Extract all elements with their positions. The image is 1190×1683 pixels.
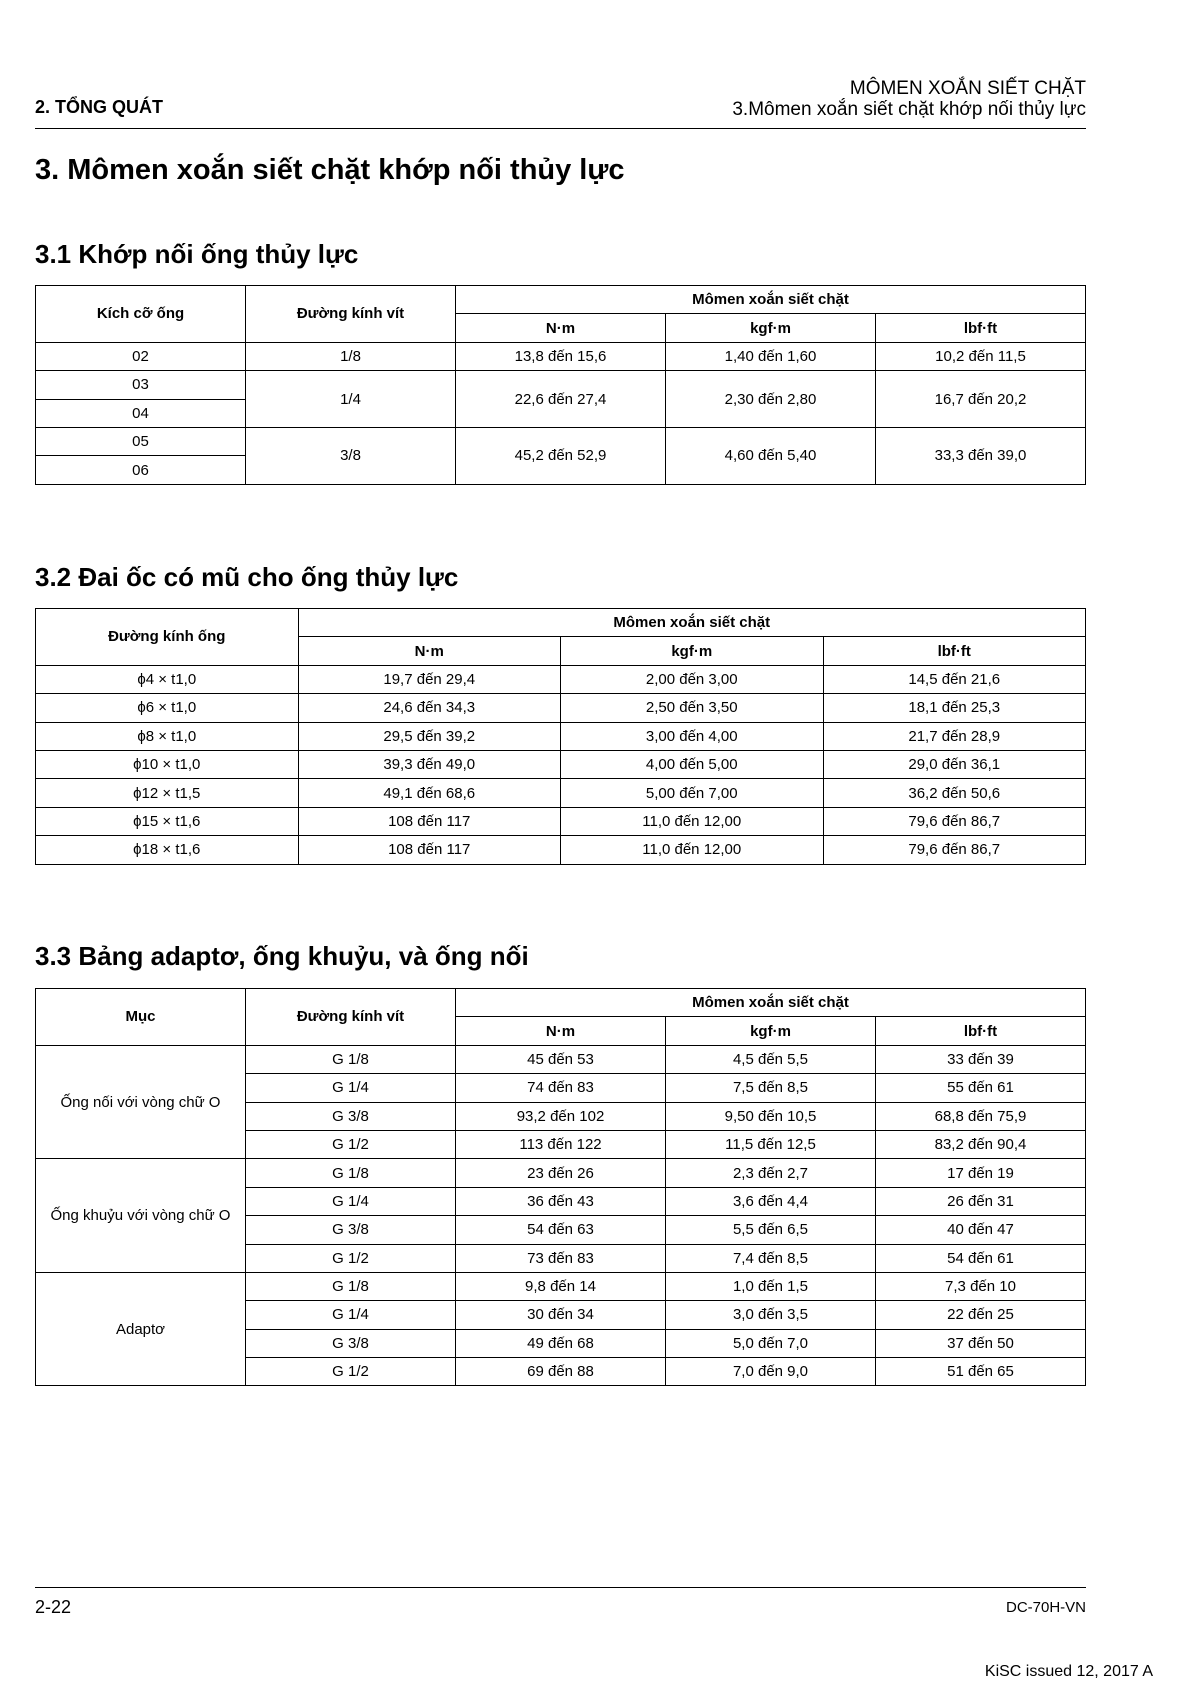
table-row xyxy=(36,722,1086,750)
cell-torque-kgfm: 5,0 đến 7,0 xyxy=(666,1329,876,1357)
cell-pipe-diameter: ϕ8 × t1,0 xyxy=(36,722,299,750)
torque-table-cap-nuts xyxy=(35,608,1086,865)
cell-torque-lbfft: 40 đến 47 xyxy=(876,1216,1086,1244)
col-header-unit-nm: N·m xyxy=(298,637,561,665)
cell-torque-nm: 49 đến 68 xyxy=(456,1329,666,1357)
cell-torque-lbfft: 14,5 đến 21,6 xyxy=(823,665,1086,693)
cell-torque-lbfft: 33,3 đến 39,0 xyxy=(876,427,1086,484)
cell-thread-diameter: G 1/4 xyxy=(246,1074,456,1102)
torque-table-hydraulic-fittings xyxy=(35,285,1086,485)
col-header-thread-diameter: Đường kính vít xyxy=(246,989,456,1046)
cell-torque-nm: 74 đến 83 xyxy=(456,1074,666,1102)
running-header xyxy=(732,78,1086,120)
cell-torque-lbfft: 17 đến 19 xyxy=(876,1159,1086,1187)
cell-torque-kgfm: 2,3 đến 2,7 xyxy=(666,1159,876,1187)
cell-torque-kgfm: 2,30 đến 2,80 xyxy=(666,371,876,428)
cell-pipe-diameter: ϕ6 × t1,0 xyxy=(36,694,299,722)
cell-torque-kgfm: 11,0 đến 12,00 xyxy=(561,807,824,835)
cell-item: Ống khuỷu với vòng chữ O xyxy=(36,1159,246,1273)
table-header-row xyxy=(36,989,1086,1017)
cell-thread-diameter: G 1/2 xyxy=(246,1358,456,1386)
section-label: 2. TỔNG QUÁT xyxy=(35,97,164,117)
cell-thread-diameter: G 1/2 xyxy=(246,1244,456,1272)
cell-thread-diameter: 3/8 xyxy=(246,427,456,484)
table-body xyxy=(36,342,1086,484)
cell-pipe-diameter: ϕ4 × t1,0 xyxy=(36,665,299,693)
cell-torque-nm: 9,8 đến 14 xyxy=(456,1272,666,1300)
table-row xyxy=(36,665,1086,693)
cell-torque-lbfft: 7,3 đến 10 xyxy=(876,1272,1086,1300)
subchapter-title: 3.Mômen xoắn siết chặt khớp nối thủy lực xyxy=(732,99,1086,120)
cell-pipe-size: 04 xyxy=(36,399,246,427)
cell-torque-lbfft: 68,8 đến 75,9 xyxy=(876,1102,1086,1130)
cell-torque-lbfft: 36,2 đến 50,6 xyxy=(823,779,1086,807)
col-header-unit-lbfft: lbf·ft xyxy=(876,1017,1086,1045)
cell-torque-nm: 45 đến 53 xyxy=(456,1045,666,1073)
cell-torque-lbfft: 22 đến 25 xyxy=(876,1301,1086,1329)
col-header-unit-kgfm: kgf·m xyxy=(666,1017,876,1045)
table-row xyxy=(36,1159,1086,1187)
cell-torque-lbfft: 16,7 đến 20,2 xyxy=(876,371,1086,428)
cell-torque-nm: 113 đến 122 xyxy=(456,1130,666,1158)
cell-pipe-size: 03 xyxy=(36,371,246,399)
cell-torque-lbfft: 37 đến 50 xyxy=(876,1329,1086,1357)
section-title-3-1: 3.1 Khớp nối ống thủy lực xyxy=(35,239,359,269)
cell-torque-lbfft: 33 đến 39 xyxy=(876,1045,1086,1073)
col-header-unit-kgfm: kgf·m xyxy=(561,637,824,665)
cell-item: Ống nối với vòng chữ O xyxy=(36,1045,246,1159)
cell-torque-lbfft: 21,7 đến 28,9 xyxy=(823,722,1086,750)
cell-torque-nm: 39,3 đến 49,0 xyxy=(298,750,561,778)
cell-torque-nm: 93,2 đến 102 xyxy=(456,1102,666,1130)
cell-item: Adaptơ xyxy=(36,1272,246,1386)
table-row xyxy=(36,694,1086,722)
table-row xyxy=(36,1272,1086,1300)
cell-torque-kgfm: 7,5 đến 8,5 xyxy=(666,1074,876,1102)
cell-torque-kgfm: 4,60 đến 5,40 xyxy=(666,427,876,484)
cell-torque-kgfm: 1,40 đến 1,60 xyxy=(666,342,876,370)
cell-thread-diameter: G 3/8 xyxy=(246,1329,456,1357)
col-header-torque: Mômen xoắn siết chặt xyxy=(456,286,1086,314)
col-header-unit-lbfft: lbf·ft xyxy=(823,637,1086,665)
cell-torque-kgfm: 3,6 đến 4,4 xyxy=(666,1187,876,1215)
chapter-title: MÔMEN XOẮN SIẾT CHẶT xyxy=(849,78,1086,99)
table-row xyxy=(36,807,1086,835)
cell-torque-lbfft: 54 đến 61 xyxy=(876,1244,1086,1272)
table-row xyxy=(36,1045,1086,1073)
cell-thread-diameter: G 3/8 xyxy=(246,1216,456,1244)
col-header-unit-lbfft: lbf·ft xyxy=(876,314,1086,342)
cell-torque-nm: 29,5 đến 39,2 xyxy=(298,722,561,750)
table-row xyxy=(36,427,1086,455)
cell-torque-kgfm: 11,5 đến 12,5 xyxy=(666,1130,876,1158)
cell-torque-lbfft: 55 đến 61 xyxy=(876,1074,1086,1102)
cell-torque-nm: 45,2 đến 52,9 xyxy=(456,427,666,484)
issue-note: KiSC issued 12, 2017 A xyxy=(984,1663,1153,1680)
col-header-torque: Mômen xoắn siết chặt xyxy=(456,989,1086,1017)
cell-torque-kgfm: 9,50 đến 10,5 xyxy=(666,1102,876,1130)
col-header-pipe-diameter: Đường kính ống xyxy=(36,609,299,666)
cell-thread-diameter: 1/4 xyxy=(246,371,456,428)
cell-thread-diameter: G 1/8 xyxy=(246,1159,456,1187)
col-header-unit-kgfm: kgf·m xyxy=(666,314,876,342)
cell-pipe-size: 02 xyxy=(36,342,246,370)
table-row xyxy=(36,342,1086,370)
table-row xyxy=(36,779,1086,807)
section-title-3-3: 3.3 Bảng adaptơ, ống khuỷu, và ống nối xyxy=(35,941,529,971)
table-row xyxy=(36,836,1086,864)
cell-pipe-diameter: ϕ15 × t1,6 xyxy=(36,807,299,835)
cell-torque-kgfm: 11,0 đến 12,00 xyxy=(561,836,824,864)
cell-torque-lbfft: 29,0 đến 36,1 xyxy=(823,750,1086,778)
cell-thread-diameter: 1/8 xyxy=(246,342,456,370)
cell-torque-kgfm: 4,5 đến 5,5 xyxy=(666,1045,876,1073)
cell-torque-nm: 69 đến 88 xyxy=(456,1358,666,1386)
cell-thread-diameter: G 1/2 xyxy=(246,1130,456,1158)
col-header-item: Mục xyxy=(36,989,246,1046)
cell-thread-diameter: G 1/8 xyxy=(246,1045,456,1073)
table-body xyxy=(36,665,1086,864)
cell-pipe-size: 05 xyxy=(36,427,246,455)
cell-torque-nm: 24,6 đến 34,3 xyxy=(298,694,561,722)
cell-torque-nm: 23 đến 26 xyxy=(456,1159,666,1187)
cell-torque-lbfft: 10,2 đến 11,5 xyxy=(876,342,1086,370)
cell-torque-nm: 30 đến 34 xyxy=(456,1301,666,1329)
cell-torque-nm: 54 đến 63 xyxy=(456,1216,666,1244)
cell-torque-nm: 36 đến 43 xyxy=(456,1187,666,1215)
cell-torque-lbfft: 79,6 đến 86,7 xyxy=(823,836,1086,864)
cell-torque-kgfm: 5,00 đến 7,00 xyxy=(561,779,824,807)
cell-torque-lbfft: 83,2 đến 90,4 xyxy=(876,1130,1086,1158)
col-header-torque: Mômen xoắn siết chặt xyxy=(298,609,1086,637)
cell-torque-kgfm: 2,50 đến 3,50 xyxy=(561,694,824,722)
cell-pipe-diameter: ϕ10 × t1,0 xyxy=(36,750,299,778)
table-header-row xyxy=(36,609,1086,637)
cell-torque-kgfm: 3,00 đến 4,00 xyxy=(561,722,824,750)
cell-torque-kgfm: 5,5 đến 6,5 xyxy=(666,1216,876,1244)
cell-thread-diameter: G 1/4 xyxy=(246,1301,456,1329)
cell-torque-nm: 22,6 đến 27,4 xyxy=(456,371,666,428)
torque-table-adapters-elbows-connectors xyxy=(35,988,1086,1386)
col-header-unit-nm: N·m xyxy=(456,1017,666,1045)
cell-torque-kgfm: 7,0 đến 9,0 xyxy=(666,1358,876,1386)
cell-pipe-diameter: ϕ18 × t1,6 xyxy=(36,836,299,864)
col-header-pipe-size: Kích cỡ ống xyxy=(36,286,246,343)
table-header-row xyxy=(36,286,1086,314)
section-title-3-2: 3.2 Đai ốc có mũ cho ống thủy lực xyxy=(35,562,459,592)
cell-thread-diameter: G 3/8 xyxy=(246,1102,456,1130)
cell-thread-diameter: G 1/8 xyxy=(246,1272,456,1300)
cell-torque-lbfft: 26 đến 31 xyxy=(876,1187,1086,1215)
cell-torque-nm: 19,7 đến 29,4 xyxy=(298,665,561,693)
table-row xyxy=(36,750,1086,778)
cell-torque-nm: 108 đến 117 xyxy=(298,836,561,864)
cell-torque-nm: 49,1 đến 68,6 xyxy=(298,779,561,807)
cell-pipe-diameter: ϕ12 × t1,5 xyxy=(36,779,299,807)
cell-torque-nm: 73 đến 83 xyxy=(456,1244,666,1272)
page-number: 2-22 xyxy=(35,1597,72,1617)
cell-torque-kgfm: 2,00 đến 3,00 xyxy=(561,665,824,693)
cell-pipe-size: 06 xyxy=(36,456,246,484)
document-code: DC-70H-VN xyxy=(1005,1599,1086,1616)
cell-thread-diameter: G 1/4 xyxy=(246,1187,456,1215)
cell-torque-nm: 13,8 đến 15,6 xyxy=(456,342,666,370)
cell-torque-kgfm: 4,00 đến 5,00 xyxy=(561,750,824,778)
table-row xyxy=(36,371,1086,399)
cell-torque-kgfm: 3,0 đến 3,5 xyxy=(666,1301,876,1329)
col-header-thread-diameter: Đường kính vít xyxy=(246,286,456,343)
footer-rule xyxy=(35,1587,1086,1588)
table-body xyxy=(36,1045,1086,1386)
col-header-unit-nm: N·m xyxy=(456,314,666,342)
page-title: 3. Mômen xoắn siết chặt khớp nối thủy lực xyxy=(35,154,625,186)
cell-torque-kgfm: 1,0 đến 1,5 xyxy=(666,1272,876,1300)
header-rule xyxy=(35,128,1086,129)
cell-torque-lbfft: 79,6 đến 86,7 xyxy=(823,807,1086,835)
cell-torque-kgfm: 7,4 đến 8,5 xyxy=(666,1244,876,1272)
cell-torque-lbfft: 51 đến 65 xyxy=(876,1358,1086,1386)
cell-torque-nm: 108 đến 117 xyxy=(298,807,561,835)
cell-torque-lbfft: 18,1 đến 25,3 xyxy=(823,694,1086,722)
